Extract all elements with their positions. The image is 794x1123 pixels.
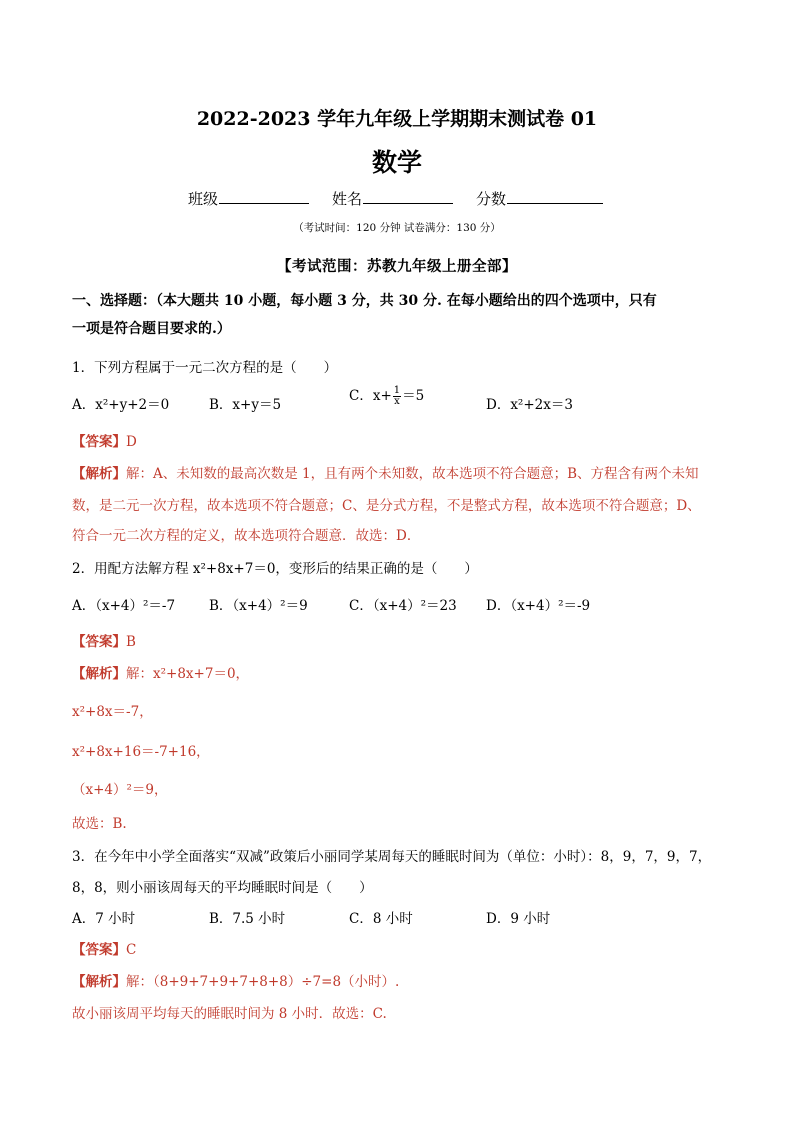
q3-option-d: D．9 小时	[486, 911, 551, 927]
q1-answer-label: 【答案】	[72, 434, 126, 450]
q3-answer-value: C	[126, 942, 137, 958]
section-heading-line1: 一、选择题：（本大题共 10 小题，每小题 3 分，共 30 分. 在每小题给出的四个选项中，只有	[72, 293, 657, 309]
q2-answer	[72, 630, 136, 650]
exam-info: （考试时间：120 分钟 试卷满分：130 分）	[293, 222, 501, 234]
q3-option-b: B．7.5 小时	[209, 911, 286, 927]
section-heading-line2: 一项是符合题目要求的.）	[72, 321, 231, 337]
q1-answer-value: D	[126, 434, 137, 450]
q1-analysis-line2: 数，是二元一次方程，故本选项不符合题意；C、是分式方程，不是整式方程，故本选项不符合题意；D、	[72, 498, 701, 514]
q3-analysis-label: 【解析】	[72, 974, 126, 990]
q3-analysis-text1: 解：（8+9+7+9+7+8+8）÷7=8（小时）.	[126, 974, 400, 990]
q1-option-c-prefix: C．x+	[349, 388, 392, 404]
q1-option-d: D．x²+2x＝3	[486, 397, 573, 413]
q2-step2: x²+8x+16＝-7+16，	[72, 744, 210, 760]
q1-analysis-line3: 符合一元二次方程的定义，故本选项符合题意．故选：D．	[72, 528, 421, 544]
exam-scope: 【考试范围：苏教九年级上册全部】	[277, 258, 517, 275]
score-blank	[507, 203, 603, 204]
q1-analysis-label: 【解析】	[72, 466, 126, 482]
q1-option-c-numerator: 1	[393, 385, 401, 396]
name-field	[332, 188, 453, 209]
q1-option-b: B．x+y＝5	[209, 397, 282, 413]
q3-conclusion: 故小丽该周平均每天的睡眠时间为 8 小时．故选：C.	[72, 1006, 387, 1022]
q1-option-c-fraction	[393, 386, 401, 407]
q2-option-a: A．（x+4）²＝-7	[72, 598, 176, 614]
q1-answer	[72, 430, 137, 450]
q1-analysis-line1	[72, 462, 699, 482]
q1-stem: 1．下列方程属于一元二次方程的是（ ）	[72, 360, 338, 376]
q3-option-a: A．7 小时	[72, 911, 136, 927]
q1-option-c	[349, 384, 424, 407]
q2-step1: x²+8x＝-7，	[72, 704, 153, 720]
q1-option-c-denominator: x	[394, 396, 400, 407]
q2-option-b: B．（x+4）²＝9	[209, 598, 308, 614]
exam-title: 2022-2023 学年九年级上学期期末测试卷 01	[196, 108, 598, 130]
q2-option-d: D．（x+4）²＝-9	[486, 598, 591, 614]
q3-stem-line2: 8，8，则小丽该周每天的平均睡眠时间是（ ）	[72, 880, 373, 896]
name-blank	[363, 203, 453, 204]
class-field	[188, 188, 309, 209]
q3-answer-label: 【答案】	[72, 942, 126, 958]
subject-title: 数学	[371, 148, 422, 177]
q2-option-c: C．（x+4）²＝23	[349, 598, 457, 614]
q2-answer-value: B	[126, 634, 136, 650]
q3-analysis-line1	[72, 970, 399, 990]
q1-analysis-text1: 解：A、未知数的最高次数是 1，且有两个未知数，故本选项不符合题意；B、方程含有两个未知	[126, 466, 699, 482]
name-label: 姓名	[332, 190, 363, 208]
q2-analysis-text1: 解：x²+8x+7＝0，	[126, 666, 250, 682]
q2-analysis-line1	[72, 662, 249, 682]
score-field	[476, 188, 603, 209]
q2-conclusion: 故选：B.	[72, 816, 127, 832]
q2-answer-label: 【答案】	[72, 634, 126, 650]
q2-analysis-label: 【解析】	[72, 666, 126, 682]
q2-step3: （x+4）²＝9，	[72, 782, 168, 798]
q1-option-a: A．x²+y+2＝0	[72, 397, 170, 413]
q2-stem: 2．用配方法解方程 x²+8x+7＝0，变形后的结果正确的是（ ）	[72, 561, 478, 577]
q3-option-c: C．8 小时	[349, 911, 413, 927]
q3-answer	[72, 938, 136, 958]
class-blank	[219, 203, 309, 204]
score-label: 分数	[476, 190, 507, 208]
q3-stem-line1: 3．在今年中小学全面落实“双减”政策后小丽同学某周每天的睡眠时间为（单位：小时）：8，9，7，9，7，	[72, 849, 712, 865]
q1-option-c-suffix: ＝5	[402, 388, 425, 404]
class-label: 班级	[188, 190, 219, 208]
